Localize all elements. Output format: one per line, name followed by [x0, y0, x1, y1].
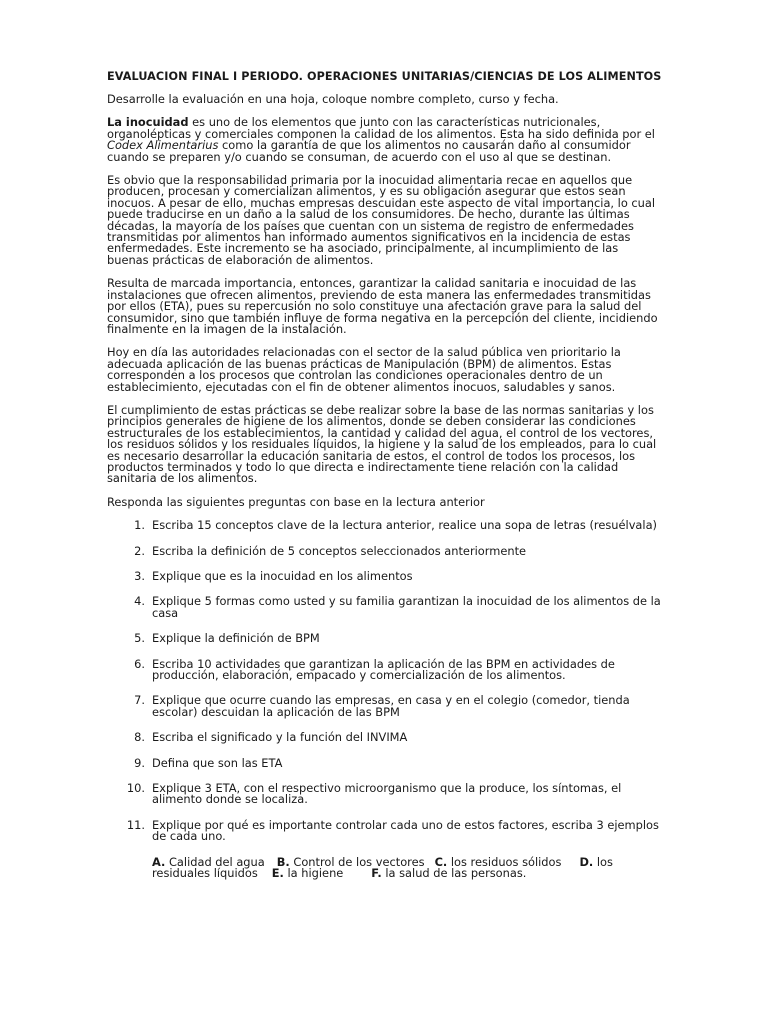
question-number: 5. — [134, 631, 145, 646]
factor-text: los residuos sólidos — [447, 854, 562, 869]
question-item — [107, 571, 662, 582]
question-item — [107, 656, 662, 683]
paragraph-text: como la garantía de que los alimentos no causarán daño al consumidor cuando se preparen y/o cuando se consuman, de acuerdo con el uso al que se destinan. — [107, 138, 631, 164]
question-text: Defina que son las ETA — [152, 755, 283, 770]
paragraph-inocuidad — [107, 117, 662, 163]
factor-text: Calidad del agua — [165, 854, 265, 869]
question-number: 3. — [134, 569, 145, 583]
question-text: Explique 3 ETA, con el respectivo microorganismo que la produce, los síntomas, el alimento donde se localiza. — [152, 781, 622, 807]
question-text: Explique que es la inocuidad en los alimentos — [152, 569, 413, 583]
questions-list — [107, 520, 662, 879]
paragraph-bpm: Hoy en día las autoridades relacionadas con el sector de la salud pública ven prioritario la adecuada aplicación de las buenas prácticas de Manipulación (BPM) de alimentos. Estas corresponden a los procesos que controlan las condiciones operacionales dentro de un establecimiento, ejecutadas con el fin de obtener alimentos inocuos, saludables y sanos. — [107, 345, 621, 394]
question-text: Escriba 15 conceptos clave de la lectura anterior, realice una sopa de letras (resuélvala) — [152, 518, 658, 533]
question-number: 7. — [134, 693, 145, 708]
factors-list — [152, 854, 662, 880]
paragraph-text: es uno de los elementos que junto con las características nutricionales, organolépticas y comerciales componen la calidad de los alimentos. Esta ha sido definida por el — [107, 115, 655, 141]
question-number: 11. — [126, 817, 145, 832]
question-number: 6. — [134, 656, 145, 671]
questions-instructions: Responda las siguientes preguntas con base en la lectura anterior — [107, 494, 485, 509]
document-title: EVALUACION FINAL I PERIODO. OPERACIONES UNITARIAS/CIENCIAS DE LOS ALIMENTOS — [107, 70, 662, 83]
question-text: Escriba el significado y la función del INVIMA — [152, 730, 408, 745]
question-number: 2. — [134, 543, 145, 558]
factor-text: Control de los vectores — [289, 854, 425, 869]
question-text: Explique 5 formas como usted y su familia garantizan la inocuidad de los alimentos de la casa — [152, 594, 661, 620]
question-text: Explique por qué es importante controlar cada uno de estos factores, escriba 3 ejemplos de cada uno. — [152, 817, 659, 844]
factor-letter: F. — [371, 865, 382, 880]
question-number: 8. — [134, 730, 145, 745]
paragraph-cumplimiento: El cumplimiento de estas prácticas se debe realizar sobre la base de las normas sanitarias y los principios generales de higiene de los alimentos, donde se deben considerar las condiciones estructurales de los establecimientos, la cantidad y calidad del agua, el control de los vectores, los residuos sólidos y los residuales líquidos, la higiene y la salud de los empleados, para lo cual es necesario desarrollar la educación sanitaria de estos, el control de todos los procesos, los productos terminados y todo lo que directa e indirectamente tiene relación con la calidad sanitaria de los alimentos. — [107, 402, 657, 486]
question-number: 10. — [126, 781, 145, 796]
document-page — [107, 71, 662, 893]
factor-letter: D. — [579, 854, 594, 869]
question-number: 1. — [134, 518, 145, 533]
question-item — [107, 783, 662, 806]
question-text: Escriba 10 actividades que garantizan la aplicación de las BPM en actividades de producción, elaboración, empacado y comercialización de los alimentos. — [152, 656, 615, 683]
question-number: 4. — [134, 594, 145, 609]
question-text: Explique la definición de BPM — [152, 631, 320, 646]
question-item — [107, 633, 662, 644]
question-item — [107, 520, 662, 531]
factor-text: la salud de las personas. — [381, 865, 527, 880]
factor-text: la higiene — [283, 865, 344, 880]
intro-instructions: Desarrolle la evaluación en una hoja, coloque nombre completo, curso y fecha. — [107, 92, 559, 106]
factor-text: los residuales líquidos — [152, 854, 613, 880]
paragraph-responsabilidad: Es obvio que la responsabilidad primaria por la inocuidad alimentaria recae en aquellos que producen, procesan y comercializan alimentos, y es su obligación asegurar que estos sean inocuos. A pesar de ello, muchas empresas descuidan este aspecto de vital importancia, lo cual puede traducirse en un daño a la salud de los consumidores. De hecho, durante las últimas décadas, la mayoría de los países que cuentan con un sistema de registro de enfermedades transmitidas por alimentos han informado aumentos significativos en la incidencia de estas enfermedades. Este incremento se ha asociado, principalmente, al incumplimiento de las buenas prácticas de elaboración de alimentos. — [107, 173, 656, 267]
term-inocuidad: La inocuidad — [107, 115, 189, 130]
factor-letter: A. — [152, 854, 166, 869]
question-text: Explique que ocurre cuando las empresas, en casa y en el colegio (comedor, tienda escolar) descuidan la aplicación de las BPM — [152, 693, 630, 719]
question-item — [107, 755, 662, 770]
factor-letter: E. — [271, 865, 284, 880]
paragraph-calidad-sanitaria: Resulta de marcada importancia, entonces, garantizar la calidad sanitaria e inocuidad de las instalaciones que ofrecen alimentos, previendo de esta manera las enfermedades transmitidas por ellos (ETA), pues su repercusión no solo constituye una afectación grave para la salud del consumidor, sino que también influye de forma negativa en la percepción del cliente, incidiendo finalmente en la imagen de la instalación. — [107, 276, 658, 336]
question-item — [107, 596, 662, 619]
question-item — [107, 695, 662, 718]
question-item — [107, 817, 662, 880]
factor-letter: B. — [276, 854, 290, 869]
question-text: Escriba la definición de 5 conceptos seleccionados anteriormente — [152, 543, 527, 558]
term-codex: Codex Alimentarius — [107, 138, 219, 153]
factor-letter: C. — [434, 854, 448, 869]
question-number: 9. — [134, 755, 145, 770]
question-item — [107, 543, 662, 558]
question-item — [107, 732, 662, 743]
